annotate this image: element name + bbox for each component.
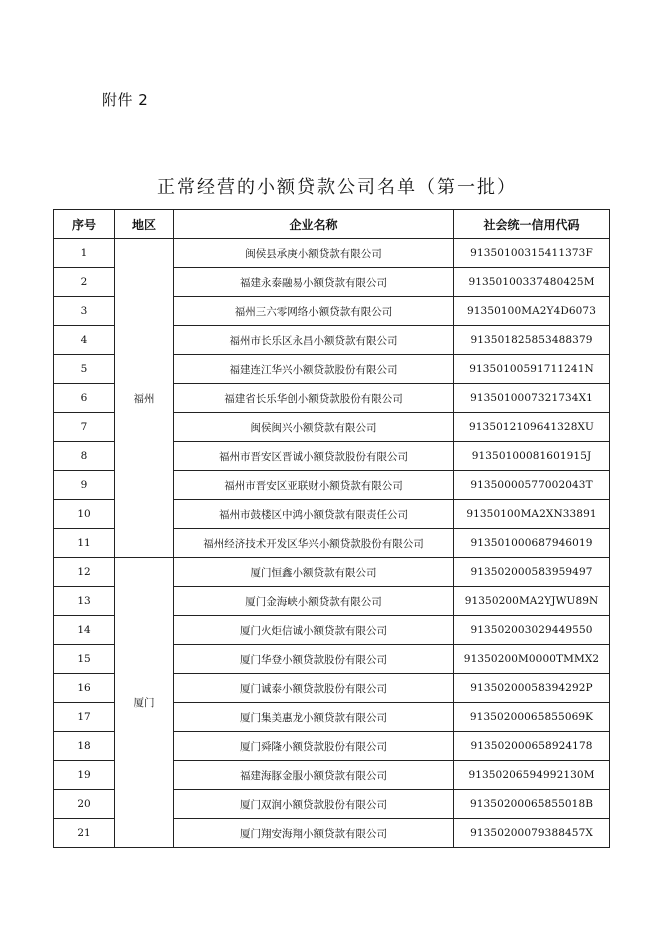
table-body	[54, 239, 610, 848]
serial-number-cell: 19	[54, 761, 115, 790]
credit-code-cell: 91350100591711241N	[454, 355, 610, 384]
company-name-cell: 厦门金海峡小额贷款有限公司	[174, 587, 454, 616]
credit-code-cell: 91350206594992130M	[454, 761, 610, 790]
serial-number-cell: 8	[54, 442, 115, 471]
credit-code-cell: 913501000687946019	[454, 529, 610, 558]
credit-code-cell: 913502000658924178	[454, 732, 610, 761]
company-name-cell: 福建永泰融易小额贷款有限公司	[174, 268, 454, 297]
company-name-cell: 闽侯县承庚小额贷款有限公司	[174, 239, 454, 268]
company-name-cell: 厦门火炬信诚小额贷款有限公司	[174, 616, 454, 645]
company-name-cell: 厦门舜隆小额贷款股份有限公司	[174, 732, 454, 761]
company-name-cell: 福州市晋安区晋诚小额贷款股份有限公司	[174, 442, 454, 471]
column-header-company-name: 企业名称	[174, 210, 454, 239]
serial-number-cell: 15	[54, 645, 115, 674]
credit-code-cell: 913502000583959497	[454, 558, 610, 587]
table-row	[54, 558, 610, 587]
company-name-cell: 厦门双润小额贷款股份有限公司	[174, 790, 454, 819]
company-name-cell: 福建海豚金服小额贷款有限公司	[174, 761, 454, 790]
company-name-cell: 厦门诚泰小额贷款股份有限公司	[174, 674, 454, 703]
credit-code-cell: 91350100MA2Y4D6073	[454, 297, 610, 326]
credit-code-cell: 91350100MA2XN33891	[454, 500, 610, 529]
table-row	[54, 239, 610, 268]
serial-number-cell: 10	[54, 500, 115, 529]
credit-code-cell: 91350200MA2YJWU89N	[454, 587, 610, 616]
column-header-credit-code: 社会统一信用代码	[454, 210, 610, 239]
serial-number-cell: 7	[54, 413, 115, 442]
credit-code-cell: 913502003029449550	[454, 616, 610, 645]
company-name-cell: 福建省长乐华创小额贷款股份有限公司	[174, 384, 454, 413]
credit-code-cell: 91350100081601915J	[454, 442, 610, 471]
attachment-label: 附件 2	[102, 91, 149, 109]
column-header-serial: 序号	[54, 210, 115, 239]
serial-number-cell: 3	[54, 297, 115, 326]
credit-code-cell: 913501825853488379	[454, 326, 610, 355]
company-name-cell: 福建连江华兴小额贷款股份有限公司	[174, 355, 454, 384]
company-name-cell: 厦门华登小额贷款股份有限公司	[174, 645, 454, 674]
serial-number-cell: 2	[54, 268, 115, 297]
serial-number-cell: 21	[54, 819, 115, 848]
credit-code-cell: 91350200M0000TMMX2	[454, 645, 610, 674]
company-name-cell: 福州市长乐区永昌小额贷款有限公司	[174, 326, 454, 355]
serial-number-cell: 9	[54, 471, 115, 500]
company-name-cell: 闽侯闽兴小额贷款有限公司	[174, 413, 454, 442]
serial-number-cell: 20	[54, 790, 115, 819]
document-title: 正常经营的小额贷款公司名单（第一批）	[157, 177, 517, 198]
credit-code-cell: 9135012109641328XU	[454, 413, 610, 442]
serial-number-cell: 14	[54, 616, 115, 645]
serial-number-cell: 16	[54, 674, 115, 703]
region-cell: 厦门	[115, 558, 174, 848]
column-header-region: 地区	[115, 210, 174, 239]
credit-code-cell: 91350200058394292P	[454, 674, 610, 703]
credit-code-cell: 91350100315411373F	[454, 239, 610, 268]
company-name-cell: 福州经济技术开发区华兴小额贷款股份有限公司	[174, 529, 454, 558]
serial-number-cell: 4	[54, 326, 115, 355]
serial-number-cell: 18	[54, 732, 115, 761]
credit-code-cell: 9135010007321734X1	[454, 384, 610, 413]
serial-number-cell: 12	[54, 558, 115, 587]
credit-code-cell: 91350000577002043T	[454, 471, 610, 500]
credit-code-cell: 91350200065855069K	[454, 703, 610, 732]
credit-code-cell: 91350200065855018B	[454, 790, 610, 819]
company-name-cell: 福州市鼓楼区中鸿小额贷款有限责任公司	[174, 500, 454, 529]
serial-number-cell: 13	[54, 587, 115, 616]
serial-number-cell: 11	[54, 529, 115, 558]
serial-number-cell: 17	[54, 703, 115, 732]
table-header-row	[54, 210, 610, 239]
company-name-cell: 厦门翔安海翔小额贷款有限公司	[174, 819, 454, 848]
company-name-cell: 福州三六零网络小额贷款有限公司	[174, 297, 454, 326]
company-name-cell: 厦门恒鑫小额贷款有限公司	[174, 558, 454, 587]
company-list-table	[53, 209, 610, 848]
serial-number-cell: 5	[54, 355, 115, 384]
region-cell: 福州	[115, 239, 174, 558]
serial-number-cell: 1	[54, 239, 115, 268]
company-name-cell: 福州市晋安区亚联财小额贷款有限公司	[174, 471, 454, 500]
credit-code-cell: 91350200079388457X	[454, 819, 610, 848]
credit-code-cell: 91350100337480425M	[454, 268, 610, 297]
company-name-cell: 厦门集美惠龙小额贷款有限公司	[174, 703, 454, 732]
serial-number-cell: 6	[54, 384, 115, 413]
